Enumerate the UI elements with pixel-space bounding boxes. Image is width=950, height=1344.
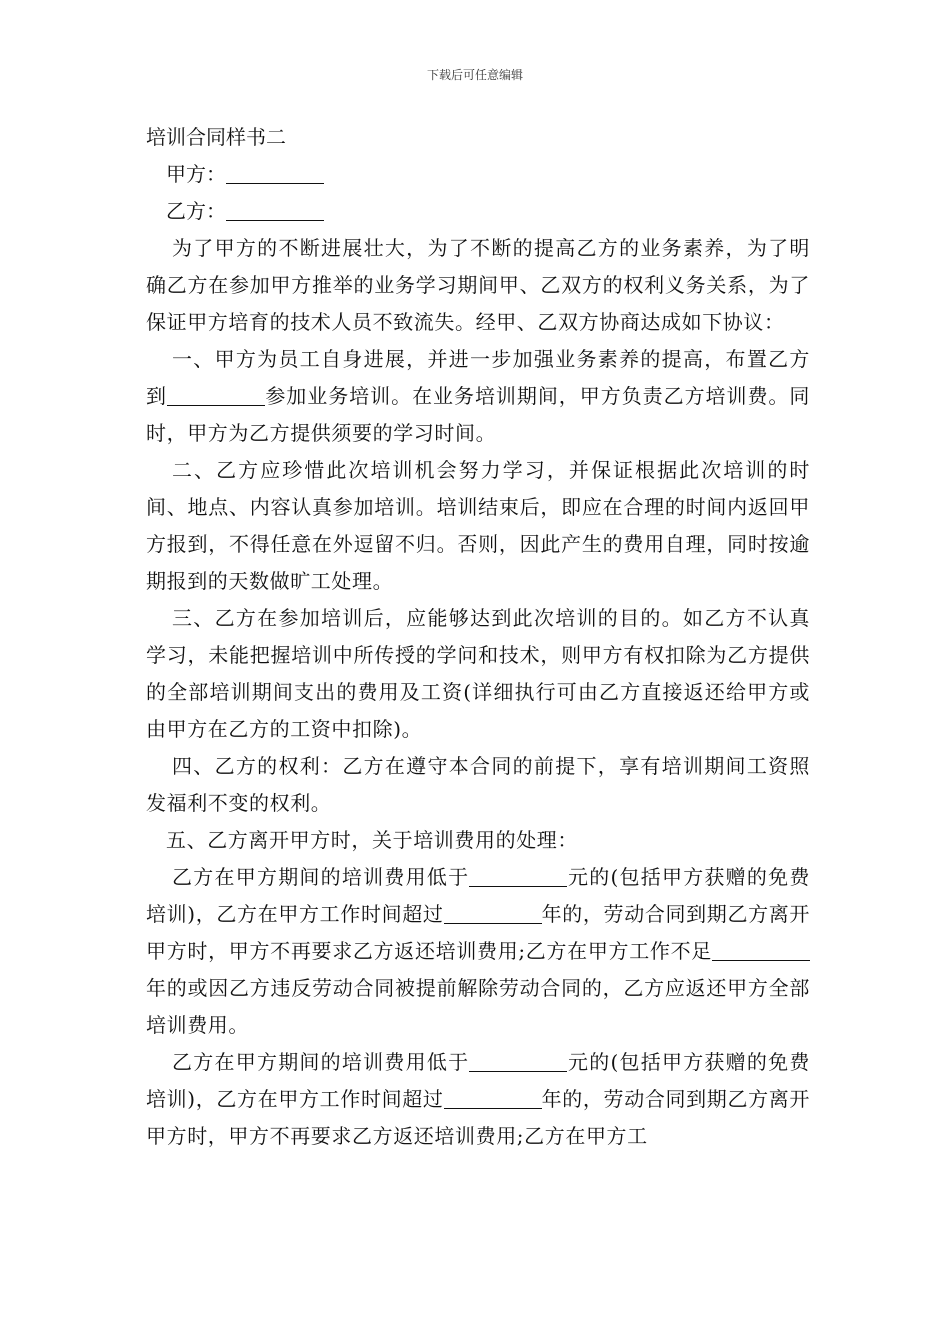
intro-paragraph: 为了甲方的不断进展壮大，为了不断的提高乙方的业务素养，为了明确乙方在参加甲方推举的业务学习期间甲、乙双方的权利义务关系，为了保证甲方培育的技术人员不致流失。经甲、乙双方协商达成如下协议： <box>146 236 810 334</box>
sub-clause-1-text-3: 年的，劳动合同到期乙方离开甲方时，甲方不再要求乙方返还培训费用;乙方在甲方工作不足 <box>146 902 810 963</box>
fee-amount-blank <box>469 864 567 887</box>
sub-clause-1-text-1: 乙方在甲方期间的培训费用低于 <box>172 865 470 889</box>
header-note: 下载后可任意编辑 <box>426 68 523 82</box>
sub-clause-1-text-2: 元的(包括甲方获赠的免费培训)，乙方在甲方工作时间超过 <box>146 865 810 926</box>
party-b-line <box>146 193 810 230</box>
training-location-blank <box>167 383 265 406</box>
sub-clause-1-text-4: 年的或因乙方违反劳动合同被提前解除劳动合同的，乙方应返还甲方全部培训费用。 <box>146 976 810 1037</box>
clause-2: 二、乙方应珍惜此次培训机会努力学习，并保证根据此次培训的时间、地点、内容认真参加培训。培训结束后，即应在合理的时间内返回甲方报到，不得任意在外逗留不归。否则，因此产生的费用自理，同时按逾期报到的天数做旷工处理。 <box>146 458 810 593</box>
clause-1 <box>146 341 810 452</box>
document-title: 培训合同样书二 <box>146 125 286 149</box>
party-a-line <box>146 156 810 193</box>
sub-clause-2-text-3: 年的，劳动合同到期乙方离开甲方时，甲方不再要求乙方返还培训费用;乙方在甲方工 <box>146 1087 810 1148</box>
clause-5: 五、乙方离开甲方时，关于培训费用的处理： <box>166 828 578 852</box>
years-exceed-blank-2 <box>444 1086 542 1109</box>
clause-1-text-a: 一、甲方为员工自身进展，并进一步加强业务素养的提高，布置乙方到 <box>146 347 810 408</box>
party-b-blank <box>226 198 324 221</box>
party-a-blank <box>226 161 324 184</box>
clause-3: 三、乙方在参加培训后，应能够达到此次培训的目的。如乙方不认真学习，未能把握培训中所传授的学问和技术，则甲方有权扣除为乙方提供的全部培训期间支出的费用及工资(详细执行可由乙方直接返还给甲方或由甲方在乙方的工资中扣除)。 <box>146 606 810 741</box>
sub-clause-2 <box>146 1044 810 1155</box>
sub-clause-2-text-2: 元的(包括甲方获赠的免费培训)，乙方在甲方工作时间超过 <box>146 1050 810 1111</box>
years-exceed-blank <box>444 901 542 924</box>
contract-document <box>146 118 810 1155</box>
sub-clause-2-text-1: 乙方在甲方期间的培训费用低于 <box>172 1050 470 1074</box>
clause-1-text-b: 参加业务培训。在业务培训期间，甲方负责乙方培训费。同时，甲方为乙方提供须要的学习时间。 <box>146 384 810 445</box>
party-a-label: 甲方： <box>166 162 226 186</box>
sub-clause-1 <box>146 859 810 1044</box>
fee-amount-blank-2 <box>469 1049 567 1072</box>
years-short-blank <box>712 938 810 961</box>
clause-4: 四、乙方的权利：乙方在遵守本合同的前提下，享有培训期间工资照发福利不变的权利。 <box>146 754 810 815</box>
party-b-label: 乙方： <box>166 199 226 223</box>
